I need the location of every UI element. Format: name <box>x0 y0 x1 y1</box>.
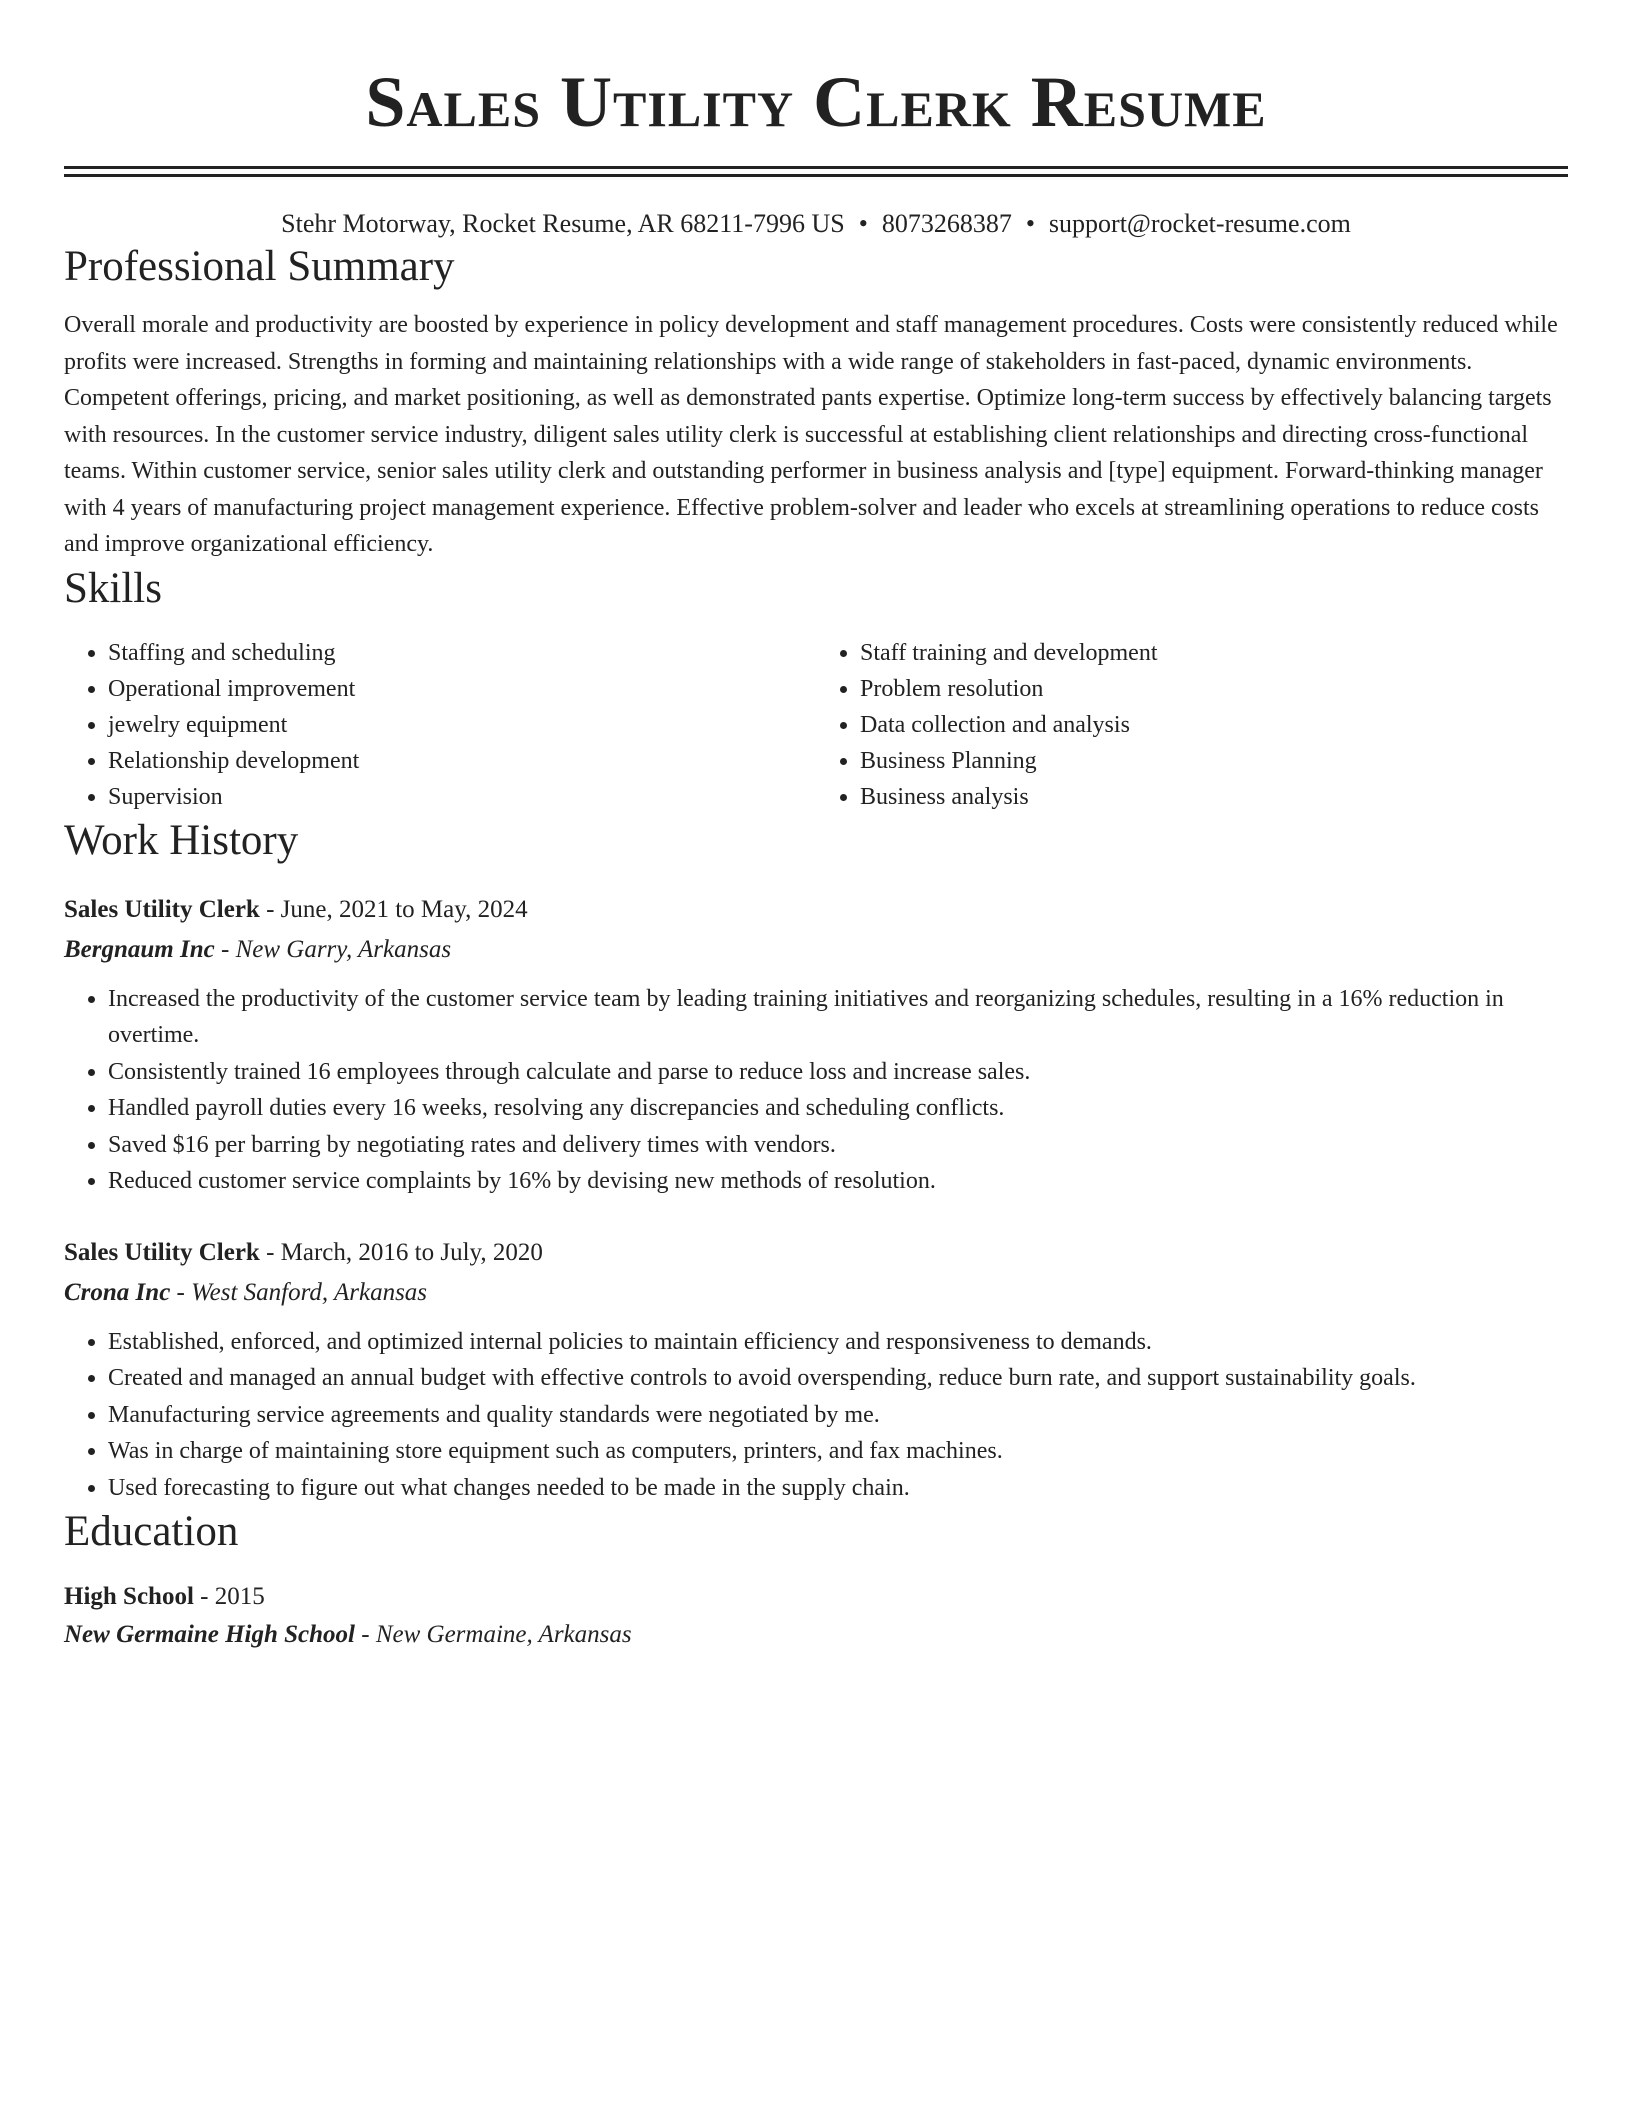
job-company-line <box>64 933 1568 967</box>
contact-separator: • <box>1025 209 1035 238</box>
dash-separator: - <box>355 1621 376 1648</box>
dash-separator: - <box>214 935 236 963</box>
education-school-line <box>64 1618 1568 1652</box>
job-bullet: • Established, enforced, and optimized internal policies to maintain efficiency and responsiveness to demands. <box>108 1324 1568 1361</box>
job-role: Sales Utility Clerk <box>64 1238 260 1266</box>
skill-item: • Staffing and scheduling <box>108 635 816 671</box>
job-bullet: • Manufacturing service agreements and quality standards were negotiated by me. <box>108 1397 1568 1434</box>
job-bullet: • Reduced customer service complaints by 16% by devising new methods of resolution. <box>108 1163 1568 1200</box>
skill-item: • Operational improvement <box>108 671 816 707</box>
education-entry <box>64 1580 1568 1652</box>
summary-text: Overall morale and productivity are boosted by experience in policy development and staff management procedures. Costs were consistently reduced while profits were increased. Strengths in forming and maintaining relationships with a wide range of stakeholders in fast-paced, dynamic environments. Competent offerings, pricing, and market positioning, as well as demonstrated pants expertise. Optimize long-term success by effectively balancing targets with resources. In the customer service industry, diligent sales utility clerk is successful at establishing client relationships and directing cross-functional teams. Within customer service, senior sales utility clerk and outstanding performer in business analysis and [type] equipment. Forward-thinking manager with 4 years of manufacturing project management experience. Effective problem-solver and leader who excels at streamlining operations to reduce costs and improve organizational efficiency. <box>64 312 1558 557</box>
job-company: Bergnaum Inc <box>64 935 215 963</box>
education-degree-line <box>64 1580 1568 1614</box>
contact-line <box>64 207 1568 241</box>
job-bullet: • Was in charge of maintaining store equipment such as computers, printers, and fax machines. <box>108 1433 1568 1470</box>
job-bullet: • Saved $16 per barring by negotiating rates and delivery times with vendors. <box>108 1127 1568 1164</box>
job-title-line <box>64 893 1568 927</box>
work-history-heading: Work History <box>64 816 299 864</box>
skill-item: • Staff training and development <box>860 635 1568 671</box>
skills-left-column <box>64 635 816 815</box>
dash-separator: - <box>259 1238 281 1266</box>
skill-item: • Data collection and analysis <box>860 707 1568 743</box>
title-divider <box>64 166 1568 177</box>
resume-title: Sales Utility Clerk Resume <box>365 62 1267 142</box>
education-heading: Education <box>64 1508 239 1555</box>
skill-item: • Relationship development <box>108 743 816 779</box>
job-location: West Sanford, Arkansas <box>191 1278 428 1306</box>
job-bullets <box>64 981 1568 1200</box>
education-school: New Germaine High School <box>64 1621 355 1648</box>
job-bullet: • Created and managed an annual budget with effective controls to avoid overspending, reduce burn rate, and support sustainability goals. <box>108 1360 1568 1397</box>
education-year: 2015 <box>214 1583 265 1610</box>
contact-phone: 8073268387 <box>881 209 1012 238</box>
skills-right-column <box>816 635 1568 815</box>
job-bullet: • Consistently trained 16 employees through calculate and parse to reduce loss and increase sales. <box>108 1054 1568 1091</box>
contact-address: Stehr Motorway, Rocket Resume, AR 68211-7996 US <box>281 209 845 238</box>
job-bullet: • Handled payroll duties every 16 weeks, resolving any discrepancies and scheduling conflicts. <box>108 1090 1568 1127</box>
job-dates: June, 2021 to May, 2024 <box>280 895 528 923</box>
job-company: Crona Inc <box>64 1278 171 1306</box>
job-entry <box>64 1236 1568 1507</box>
dash-separator: - <box>193 1583 215 1610</box>
skill-item: • jewelry equipment <box>108 707 816 743</box>
education-degree: High School <box>64 1583 194 1610</box>
job-dates: March, 2016 to July, 2020 <box>280 1238 543 1266</box>
skill-item: • Supervision <box>108 779 816 815</box>
skill-item: • Problem resolution <box>860 671 1568 707</box>
contact-email: support@rocket-resume.com <box>1048 209 1351 238</box>
job-location: New Garry, Arkansas <box>235 935 452 963</box>
skills-heading: Skills <box>64 564 162 612</box>
summary-heading: Professional Summary <box>64 243 455 290</box>
skills-grid <box>64 635 1568 815</box>
job-bullets <box>64 1324 1568 1507</box>
skill-item: • Business Planning <box>860 743 1568 779</box>
job-title-line <box>64 1236 1568 1270</box>
dash-separator: - <box>259 895 281 923</box>
education-location: New Germaine, Arkansas <box>375 1621 632 1648</box>
job-entry <box>64 893 1568 1200</box>
contact-separator: • <box>858 209 868 238</box>
skill-item: • Business analysis <box>860 779 1568 815</box>
job-role: Sales Utility Clerk <box>64 895 260 923</box>
dash-separator: - <box>170 1278 192 1306</box>
job-bullet: • Used forecasting to figure out what changes needed to be made in the supply chain. <box>108 1470 1568 1507</box>
job-company-line <box>64 1276 1568 1310</box>
job-bullet: • Increased the productivity of the customer service team by leading training initiatives and reorganizing schedules, resulting in a 16% reduction in overtime. <box>108 981 1568 1054</box>
